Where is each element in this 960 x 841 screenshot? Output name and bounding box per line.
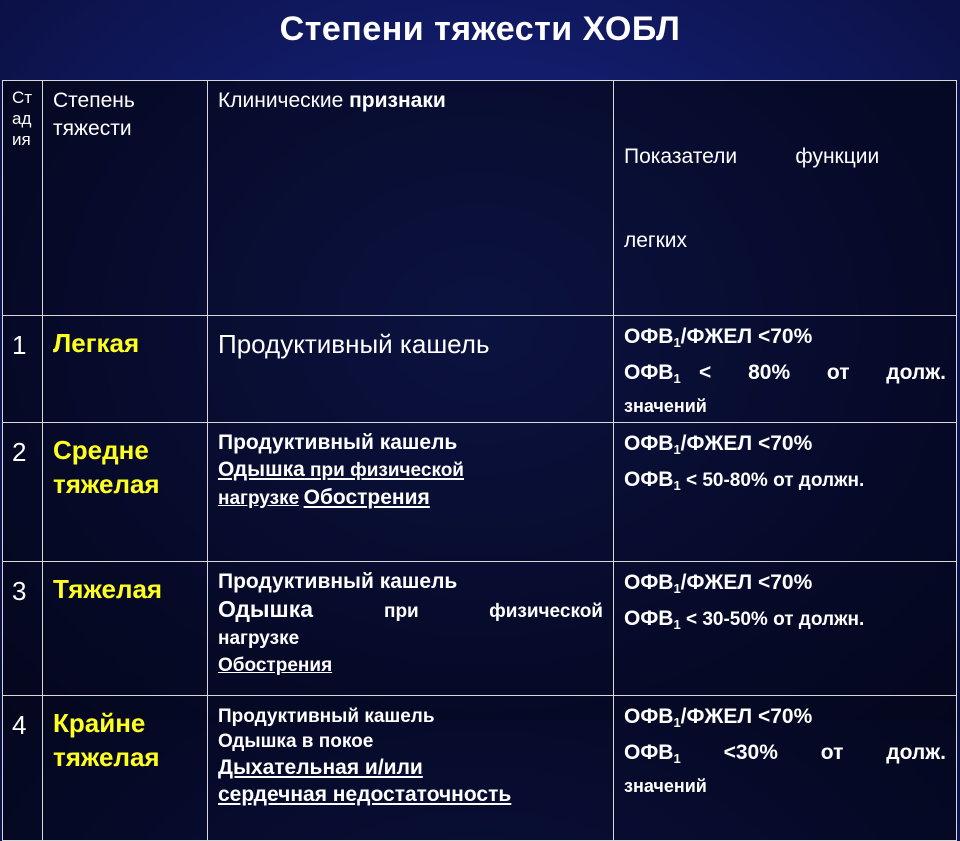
symptom-text: нагрузке xyxy=(218,488,300,509)
symptom-text: Продуктивный кашель xyxy=(218,706,435,727)
table-row xyxy=(3,696,957,841)
header-severity-line: тяжести xyxy=(53,117,132,140)
severity-label: Крайне xyxy=(53,708,146,738)
fev-percent-tail: значений xyxy=(624,396,707,416)
copd-severity-table xyxy=(2,80,957,841)
severity-label: тяжелая xyxy=(53,469,160,499)
header-stage-part: Ст xyxy=(12,88,33,107)
fev-ratio: $ОФВ_1$/ФЖЕЛ <70% xyxy=(624,432,813,457)
symptom-text: нагрузке xyxy=(218,628,300,649)
fev-percent: $ОФВ_1 < 30-50\%$ от должн. xyxy=(624,607,865,632)
stage-number: 3 xyxy=(12,576,27,606)
header-clinical-bold: признаки xyxy=(349,89,446,112)
stage-number: 2 xyxy=(12,437,27,467)
header-clinical xyxy=(208,81,614,316)
fev-percent: $ОФВ_1 < 50-80\%$ от должн. xyxy=(624,468,865,493)
table-row xyxy=(3,562,957,696)
fev-percent: $ОФВ_1 <30\%$ от долж. xyxy=(624,741,946,766)
symptom-text: Одышка в покое xyxy=(218,731,374,752)
header-stage-part: ад xyxy=(12,109,32,128)
header-stage-part: ия xyxy=(12,130,31,149)
symptom-text: Обострения xyxy=(218,655,333,676)
symptom-text: Дыхательная и/или xyxy=(218,756,423,779)
fev-ratio: $ОФВ_1$/ФЖЕЛ <70% xyxy=(624,571,813,596)
header-lung-line: легких xyxy=(624,229,688,252)
symptom-text: Обострения xyxy=(303,486,430,509)
fev-percent-tail: значений xyxy=(624,776,707,796)
symptom-text: Продуктивный кашель xyxy=(218,570,458,593)
symptom-text: Одышка при физической xyxy=(218,596,603,622)
severity-label: Средне xyxy=(53,435,149,465)
table-row xyxy=(3,423,957,562)
header-lung-function xyxy=(614,81,957,316)
severity-label: Тяжелая xyxy=(53,574,163,604)
stage-number: 4 xyxy=(12,710,27,740)
fev-percent: $ОФВ_1 < 80\%$ от долж. xyxy=(624,361,946,386)
symptom-text: Продуктивный кашель xyxy=(218,329,490,359)
severity-label: Легкая xyxy=(53,328,140,358)
header-severity xyxy=(43,81,208,316)
stage-number: 1 xyxy=(12,330,27,360)
header-clinical-prefix: Клинические xyxy=(218,89,350,112)
severity-label: тяжелая xyxy=(53,742,160,772)
table-row xyxy=(3,316,957,423)
header-stage xyxy=(3,81,43,316)
fev-ratio: $ОФВ_1$/ФЖЕЛ <70% xyxy=(624,705,813,730)
symptom-text: Одышка при физической xyxy=(218,458,464,481)
fev-ratio: $ОФВ_1$/ФЖЕЛ <70% xyxy=(624,325,813,350)
table-header-row xyxy=(3,81,957,316)
symptom-text: Продуктивный кашель xyxy=(218,431,458,454)
symptom-text: сердечная недостаточность xyxy=(218,783,512,806)
header-severity-line: Степень xyxy=(53,89,135,112)
page-title: Степени тяжести ХОБЛ xyxy=(279,10,681,48)
header-lung-line: Показатели функции xyxy=(624,145,880,168)
